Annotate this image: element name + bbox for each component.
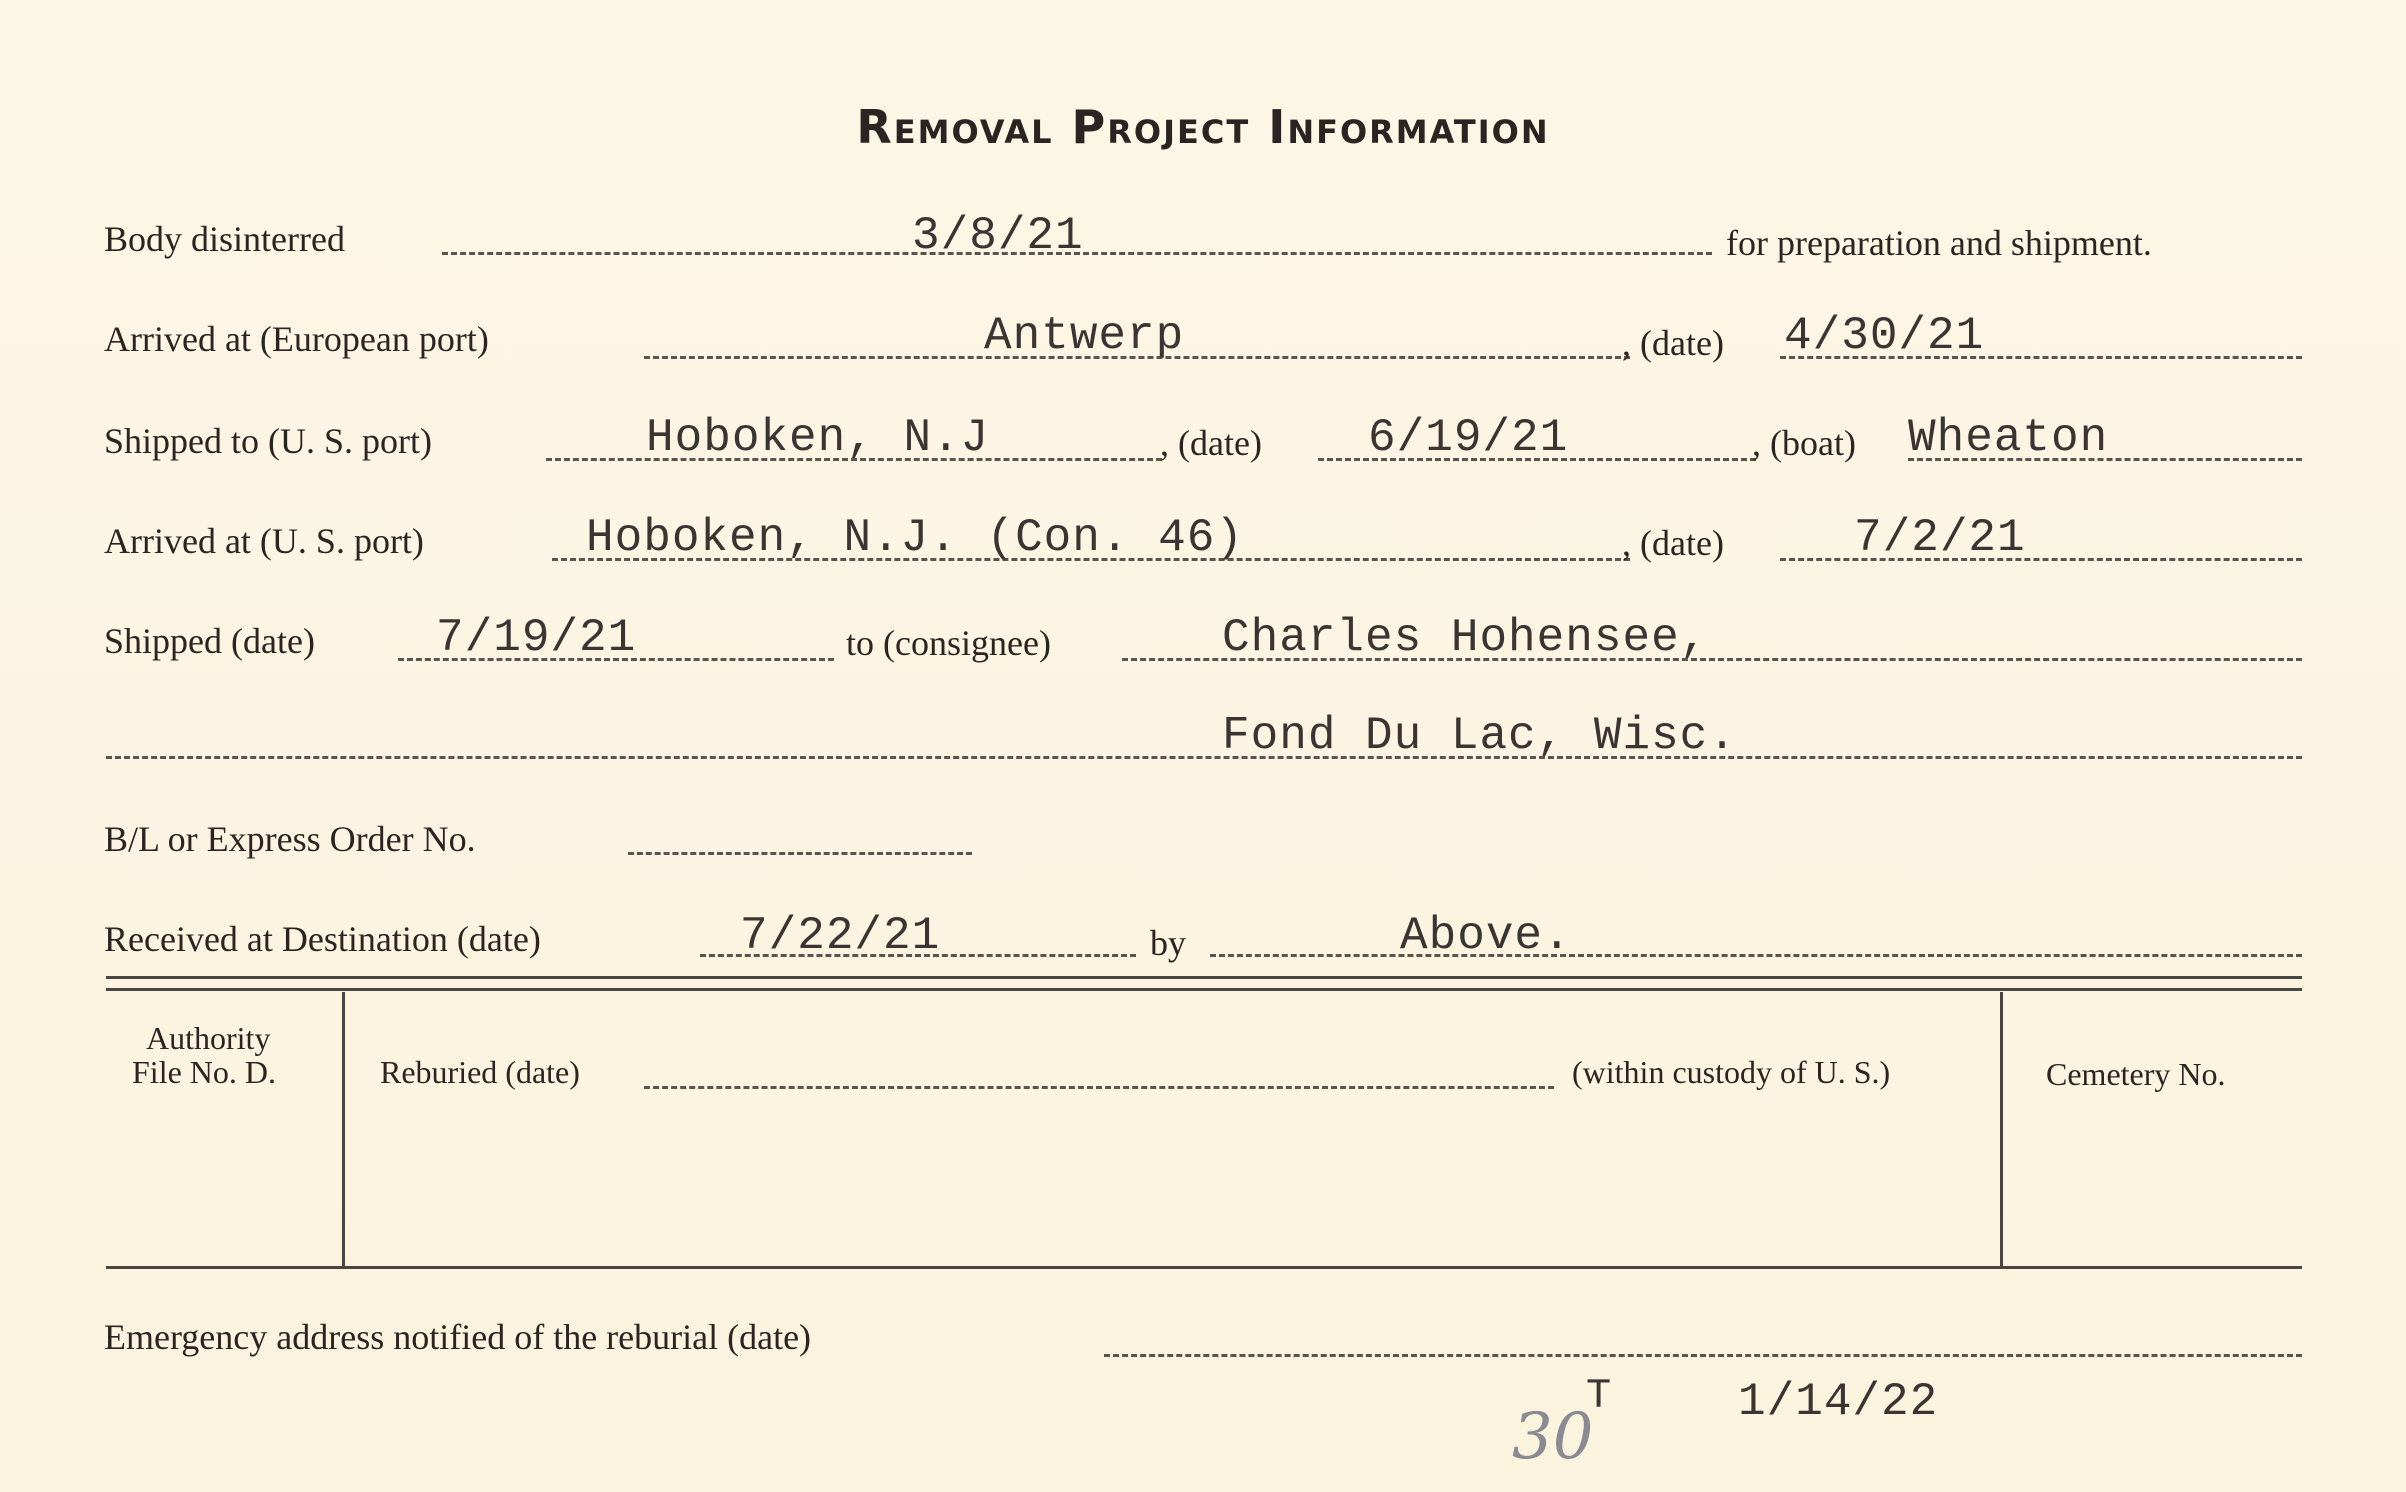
european-port-label: Arrived at (European port) <box>104 319 489 359</box>
body-disinterred-value: 3/8/21 <box>912 210 1084 262</box>
table-bottom-rule <box>106 1266 2302 1269</box>
reburied-date-label: Reburied (date) <box>380 1054 580 1090</box>
european-arrival-date-label: , (date) <box>1622 323 1724 363</box>
reburied-date-line <box>644 1086 1554 1089</box>
table-divider-left <box>342 992 345 1266</box>
us-shipped-date-value: 6/19/21 <box>1368 412 1569 464</box>
received-by-label: by <box>1150 923 1186 963</box>
preparation-shipment-label: for preparation and shipment. <box>1726 223 2152 263</box>
footer-date: 1/14/22 <box>1738 1376 1939 1428</box>
table-top-rule <box>106 976 2302 979</box>
boat-value: Wheaton <box>1908 412 2109 464</box>
footer-initial: T <box>1586 1372 1613 1420</box>
consignee-label: to (consignee) <box>846 623 1051 663</box>
table-top-rule-2 <box>106 988 2302 991</box>
bl-express-label: B/L or Express Order No. <box>104 819 476 859</box>
authority-label-line2: File No. D. <box>132 1054 276 1090</box>
european-port-value: Antwerp <box>984 310 1185 362</box>
handwritten-mark: 30 <box>1512 1400 1594 1474</box>
emergency-address-label: Emergency address notified of the reburial (date) <box>104 1317 812 1357</box>
table-divider-right <box>2000 992 2003 1266</box>
us-port-shipped-value: Hoboken, N.J <box>646 412 990 464</box>
us-arrival-date-label: , (date) <box>1622 523 1724 563</box>
custody-label: (within custody of U. S.) <box>1572 1054 1891 1090</box>
emergency-address-line <box>1104 1354 2302 1357</box>
received-destination-label: Received at Destination (date) <box>104 919 541 959</box>
shipped-date-value: 7/19/21 <box>436 612 637 664</box>
us-port-arrived-value: Hoboken, N.J. (Con. 46) <box>586 512 1244 564</box>
us-port-shipped-label: Shipped to (U. S. port) <box>104 421 432 461</box>
authority-label-line1: Authority <box>146 1020 271 1056</box>
european-arrival-date-value: 4/30/21 <box>1784 310 1985 362</box>
received-date-value: 7/22/21 <box>740 910 941 962</box>
bl-express-line <box>628 852 972 855</box>
body-disinterred-label: Body disinterred <box>104 219 345 259</box>
received-by-value: Above. <box>1400 910 1572 962</box>
consignee-address-line <box>106 756 2302 759</box>
us-arrival-date-value: 7/2/21 <box>1854 512 2026 564</box>
received-by-line <box>1210 954 2302 957</box>
boat-label: , (boat) <box>1752 423 1856 463</box>
card-title: Removal Project Information <box>856 100 1550 154</box>
cemetery-number-label: Cemetery No. <box>2046 1056 2226 1092</box>
consignee-value: Charles Hohensee, <box>1222 612 1709 664</box>
us-port-arrived-label: Arrived at (U. S. port) <box>104 521 424 561</box>
shipped-date-label: Shipped (date) <box>104 621 315 661</box>
consignee-address-value: Fond Du Lac, Wisc. <box>1222 710 1737 762</box>
us-shipped-date-label: , (date) <box>1160 423 1262 463</box>
